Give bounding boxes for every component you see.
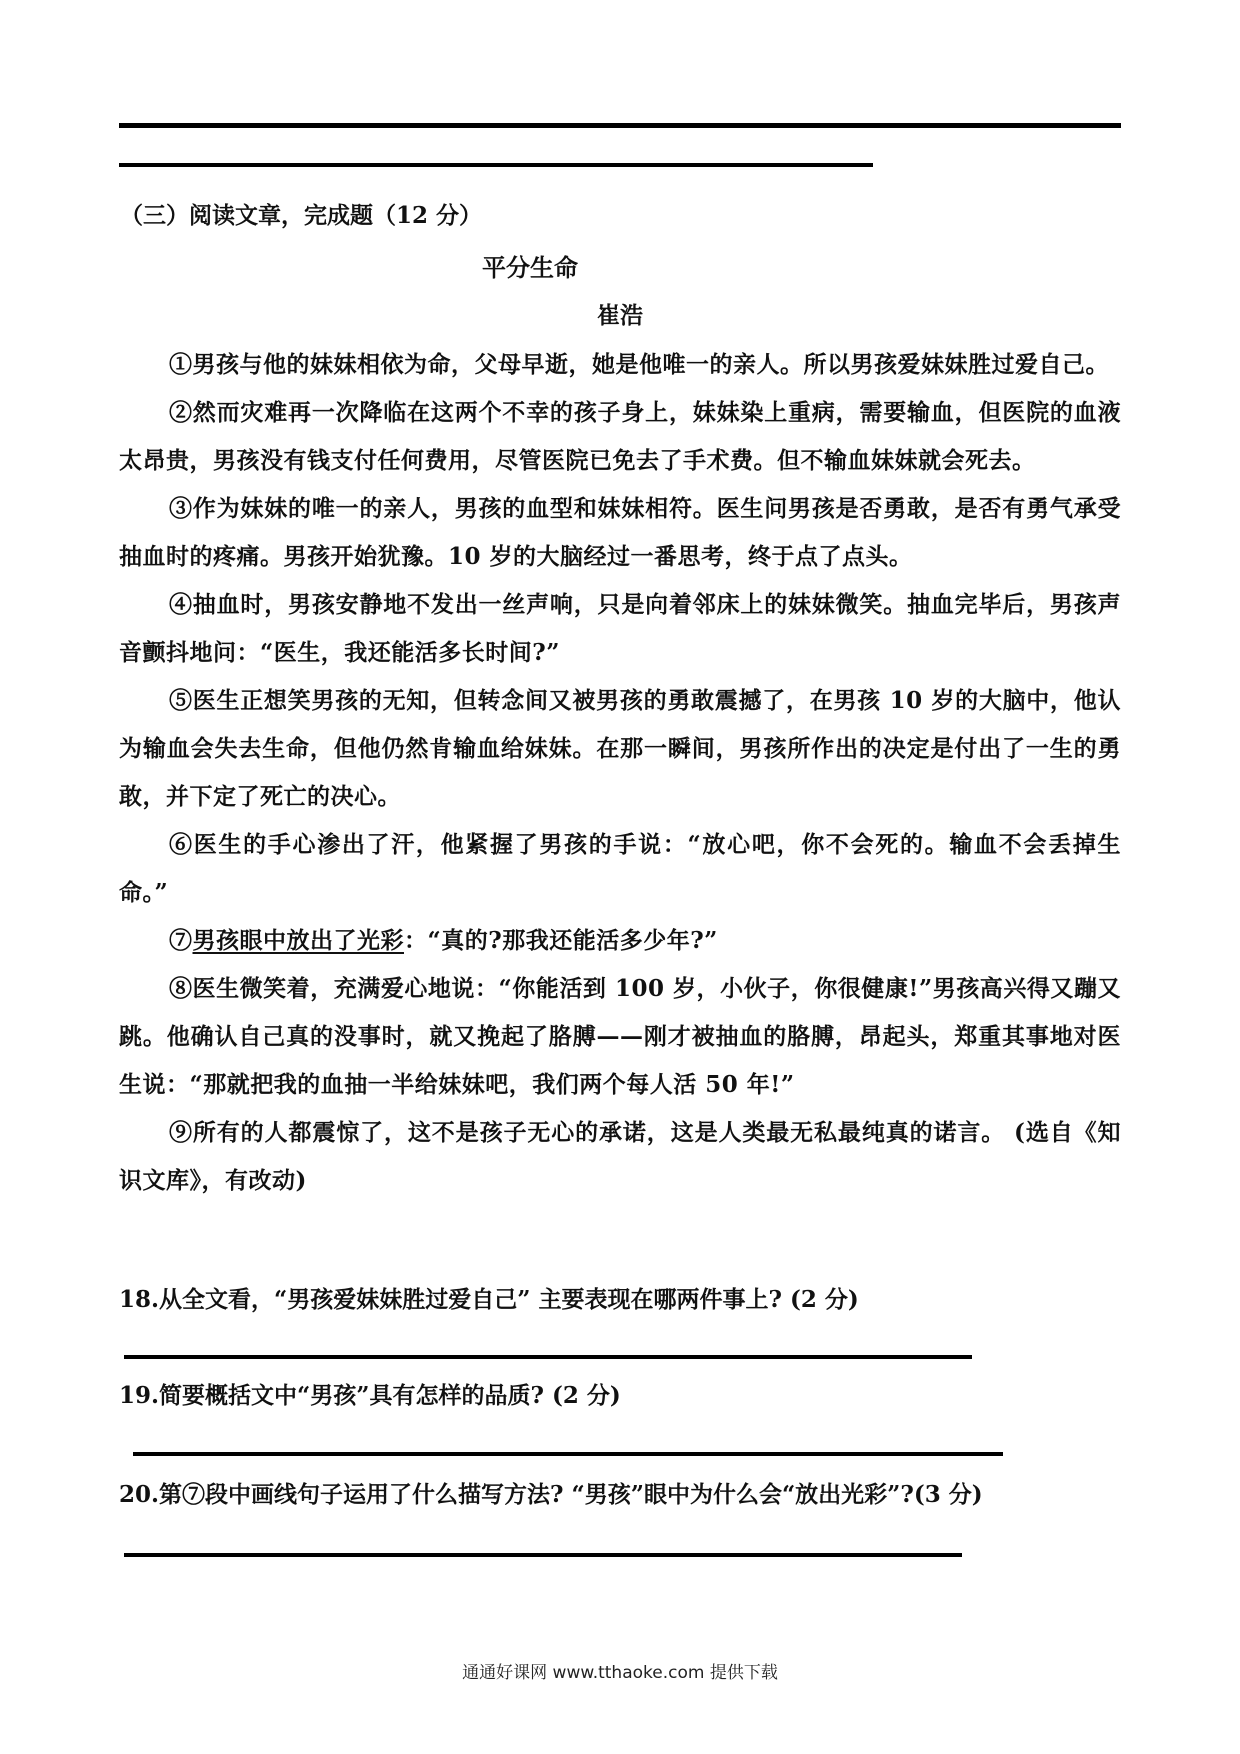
- page-footer: 通通好课网 www.tthaoke.com 提供下载: [462, 1663, 778, 1683]
- reading-passage: [119, 341, 1121, 1205]
- answer-line-q20: [124, 1553, 962, 1557]
- paragraph-4: ④抽血时，男孩安静地不发出一丝声响，只是向着邻床上的妹妹微笑。抽血完毕后，男孩声音颤抖地问：“医生，我还能活多长时间?”: [119, 591, 1121, 666]
- answer-line-top-2: [119, 163, 873, 167]
- question-19: 19.简要概括文中“男孩”具有怎样的品质? (2 分): [119, 1382, 621, 1409]
- paragraph-7-number: ⑦: [169, 927, 193, 954]
- paragraph-2: ②然而灾难再一次降临在这两个不幸的孩子身上，妹妹染上重病，需要输血，但医院的血液太昂贵，男孩没有钱支付任何费用，尽管医院已免去了手术费。但不输血妹妹就会死去。: [119, 399, 1121, 474]
- paragraph-6: ⑥医生的手心渗出了汗，他紧握了男孩的手说：“放心吧，你不会死的。输血不会丢掉生命。”: [119, 831, 1121, 906]
- question-20: 20.第⑦段中画线句子运用了什么描写方法? “男孩”眼中为什么会“放出光彩”?(3 分): [119, 1481, 983, 1508]
- answer-line-q19: [133, 1452, 1003, 1456]
- paragraph-7: [119, 917, 1121, 965]
- article-title: 平分生命: [482, 253, 578, 282]
- underlined-sentence: 男孩眼中放出了光彩: [192, 927, 404, 954]
- paragraph-9: ⑨所有的人都震惊了，这不是孩子无心的承诺，这是人类最无私最纯真的诺言。 (选自《知识文库》，有改动): [119, 1119, 1121, 1194]
- answer-line-q18: [124, 1355, 972, 1359]
- paragraph-7-rest: ：“真的?那我还能活多少年?”: [404, 927, 718, 954]
- paragraph-8: ⑧医生微笑着，充满爱心地说：“你能活到 100 岁，小伙子，你很健康!”男孩高兴得又蹦又跳。他确认自己真的没事时，就又挽起了胳膊——刚才被抽血的胳膊，昂起头，郑重其事地对医生说：“那就把我的血抽一半给妹妹吧，我们两个每人活 50 年!”: [119, 975, 1121, 1098]
- paragraph-5: ⑤医生正想笑男孩的无知，但转念间又被男孩的勇敢震撼了，在男孩 10 岁的大脑中，他认为输血会失去生命，但他仍然肯输血给妹妹。在那一瞬间，男孩所作出的决定是付出了一生的勇敢，并下定了死亡的决心。: [119, 687, 1121, 810]
- question-18: 18.从全文看，“男孩爱妹妹胜过爱自己” 主要表现在哪两件事上? (2 分): [119, 1286, 859, 1313]
- paragraph-1: ①男孩与他的妹妹相依为命，父母早逝，她是他唯一的亲人。所以男孩爱妹妹胜过爱自己。: [169, 351, 1109, 378]
- section-heading: （三）阅读文章，完成题（12 分）: [120, 202, 483, 229]
- article-author: 崔浩: [597, 302, 643, 329]
- paragraph-3: ③作为妹妹的唯一的亲人，男孩的血型和妹妹相符。医生问男孩是否勇敢，是否有勇气承受抽血时的疼痛。男孩开始犹豫。10 岁的大脑经过一番思考，终于点了点头。: [119, 495, 1121, 570]
- answer-line-top-1: [119, 123, 1121, 128]
